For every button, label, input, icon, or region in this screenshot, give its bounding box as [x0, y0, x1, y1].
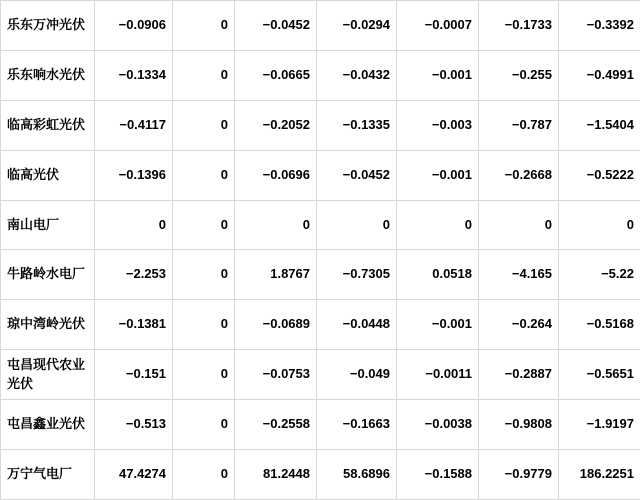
cell-value: 0	[173, 450, 235, 500]
cell-value: 0	[397, 200, 479, 250]
cell-value: −0.0665	[235, 50, 317, 100]
cell-value: −0.1396	[95, 150, 173, 200]
cell-value: 0	[235, 200, 317, 250]
cell-value: −0.1381	[95, 300, 173, 350]
cell-value: −0.0753	[235, 350, 317, 400]
cell-value: −0.3392	[559, 1, 640, 51]
cell-value: −2.253	[95, 250, 173, 300]
cell-value: 0	[173, 350, 235, 400]
cell-value: 186.2251	[559, 450, 640, 500]
cell-value: −4.165	[479, 250, 559, 300]
cell-value: −0.151	[95, 350, 173, 400]
row-label: 万宁气电厂	[1, 450, 95, 500]
table-row	[1, 350, 640, 400]
cell-value: 0	[173, 1, 235, 51]
cell-value: 58.6896	[317, 450, 397, 500]
cell-value: −0.1334	[95, 50, 173, 100]
cell-value: −0.2052	[235, 100, 317, 150]
cell-value: −1.9197	[559, 400, 640, 450]
cell-value: −0.1335	[317, 100, 397, 150]
table-row	[1, 50, 640, 100]
cell-value: −0.2887	[479, 350, 559, 400]
cell-value: −0.4117	[95, 100, 173, 150]
cell-value: −0.5651	[559, 350, 640, 400]
cell-value: −0.4991	[559, 50, 640, 100]
row-label: 南山电厂	[1, 200, 95, 250]
cell-value: 0	[95, 200, 173, 250]
cell-value: −0.001	[397, 50, 479, 100]
cell-value: −0.5222	[559, 150, 640, 200]
cell-value: −0.1588	[397, 450, 479, 500]
cell-value: 0	[559, 200, 640, 250]
cell-value: 0	[173, 150, 235, 200]
cell-value: −0.001	[397, 300, 479, 350]
table-row	[1, 400, 640, 450]
row-label: 乐东万冲光伏	[1, 1, 95, 51]
cell-value: 0	[173, 300, 235, 350]
table-row	[1, 1, 640, 51]
row-label: 琼中湾岭光伏	[1, 300, 95, 350]
cell-value: 81.2448	[235, 450, 317, 500]
table-row	[1, 300, 640, 350]
cell-value: −0.264	[479, 300, 559, 350]
cell-value: 0	[173, 200, 235, 250]
cell-value: 0	[479, 200, 559, 250]
row-label: 临高彩虹光伏	[1, 100, 95, 150]
row-label: 屯昌现代农业光伏	[1, 350, 95, 400]
cell-value: −0.0011	[397, 350, 479, 400]
row-label: 乐东响水光伏	[1, 50, 95, 100]
cell-value: −0.0906	[95, 1, 173, 51]
row-label: 牛路岭水电厂	[1, 250, 95, 300]
cell-value: −0.7305	[317, 250, 397, 300]
table-body	[1, 1, 640, 500]
row-label: 屯昌鑫业光伏	[1, 400, 95, 450]
cell-value: −0.0448	[317, 300, 397, 350]
cell-value: −0.0696	[235, 150, 317, 200]
cell-value: 0.0518	[397, 250, 479, 300]
table-row	[1, 100, 640, 150]
cell-value: 0	[173, 250, 235, 300]
cell-value: −0.0689	[235, 300, 317, 350]
table-row	[1, 200, 640, 250]
cell-value: −0.2668	[479, 150, 559, 200]
cell-value: −0.9779	[479, 450, 559, 500]
cell-value: −0.049	[317, 350, 397, 400]
cell-value: −0.0294	[317, 1, 397, 51]
cell-value: 1.8767	[235, 250, 317, 300]
cell-value: −0.0432	[317, 50, 397, 100]
cell-value: 0	[173, 400, 235, 450]
table-row	[1, 450, 640, 500]
cell-value: −0.1733	[479, 1, 559, 51]
cell-value: −0.003	[397, 100, 479, 150]
cell-value: −0.787	[479, 100, 559, 150]
cell-value: 47.4274	[95, 450, 173, 500]
cell-value: −0.0452	[317, 150, 397, 200]
cell-value: −0.1663	[317, 400, 397, 450]
table-row	[1, 250, 640, 300]
cell-value: 0	[173, 50, 235, 100]
cell-value: −0.001	[397, 150, 479, 200]
cell-value: −5.22	[559, 250, 640, 300]
cell-value: −0.2558	[235, 400, 317, 450]
cell-value: −0.513	[95, 400, 173, 450]
cell-value: −0.0007	[397, 1, 479, 51]
cell-value: 0	[317, 200, 397, 250]
cell-value: −1.5404	[559, 100, 640, 150]
cell-value: 0	[173, 100, 235, 150]
table-row	[1, 150, 640, 200]
cell-value: −0.0452	[235, 1, 317, 51]
row-label: 临高光伏	[1, 150, 95, 200]
cell-value: −0.0038	[397, 400, 479, 450]
cell-value: −0.255	[479, 50, 559, 100]
cell-value: −0.5168	[559, 300, 640, 350]
cell-value: −0.9808	[479, 400, 559, 450]
